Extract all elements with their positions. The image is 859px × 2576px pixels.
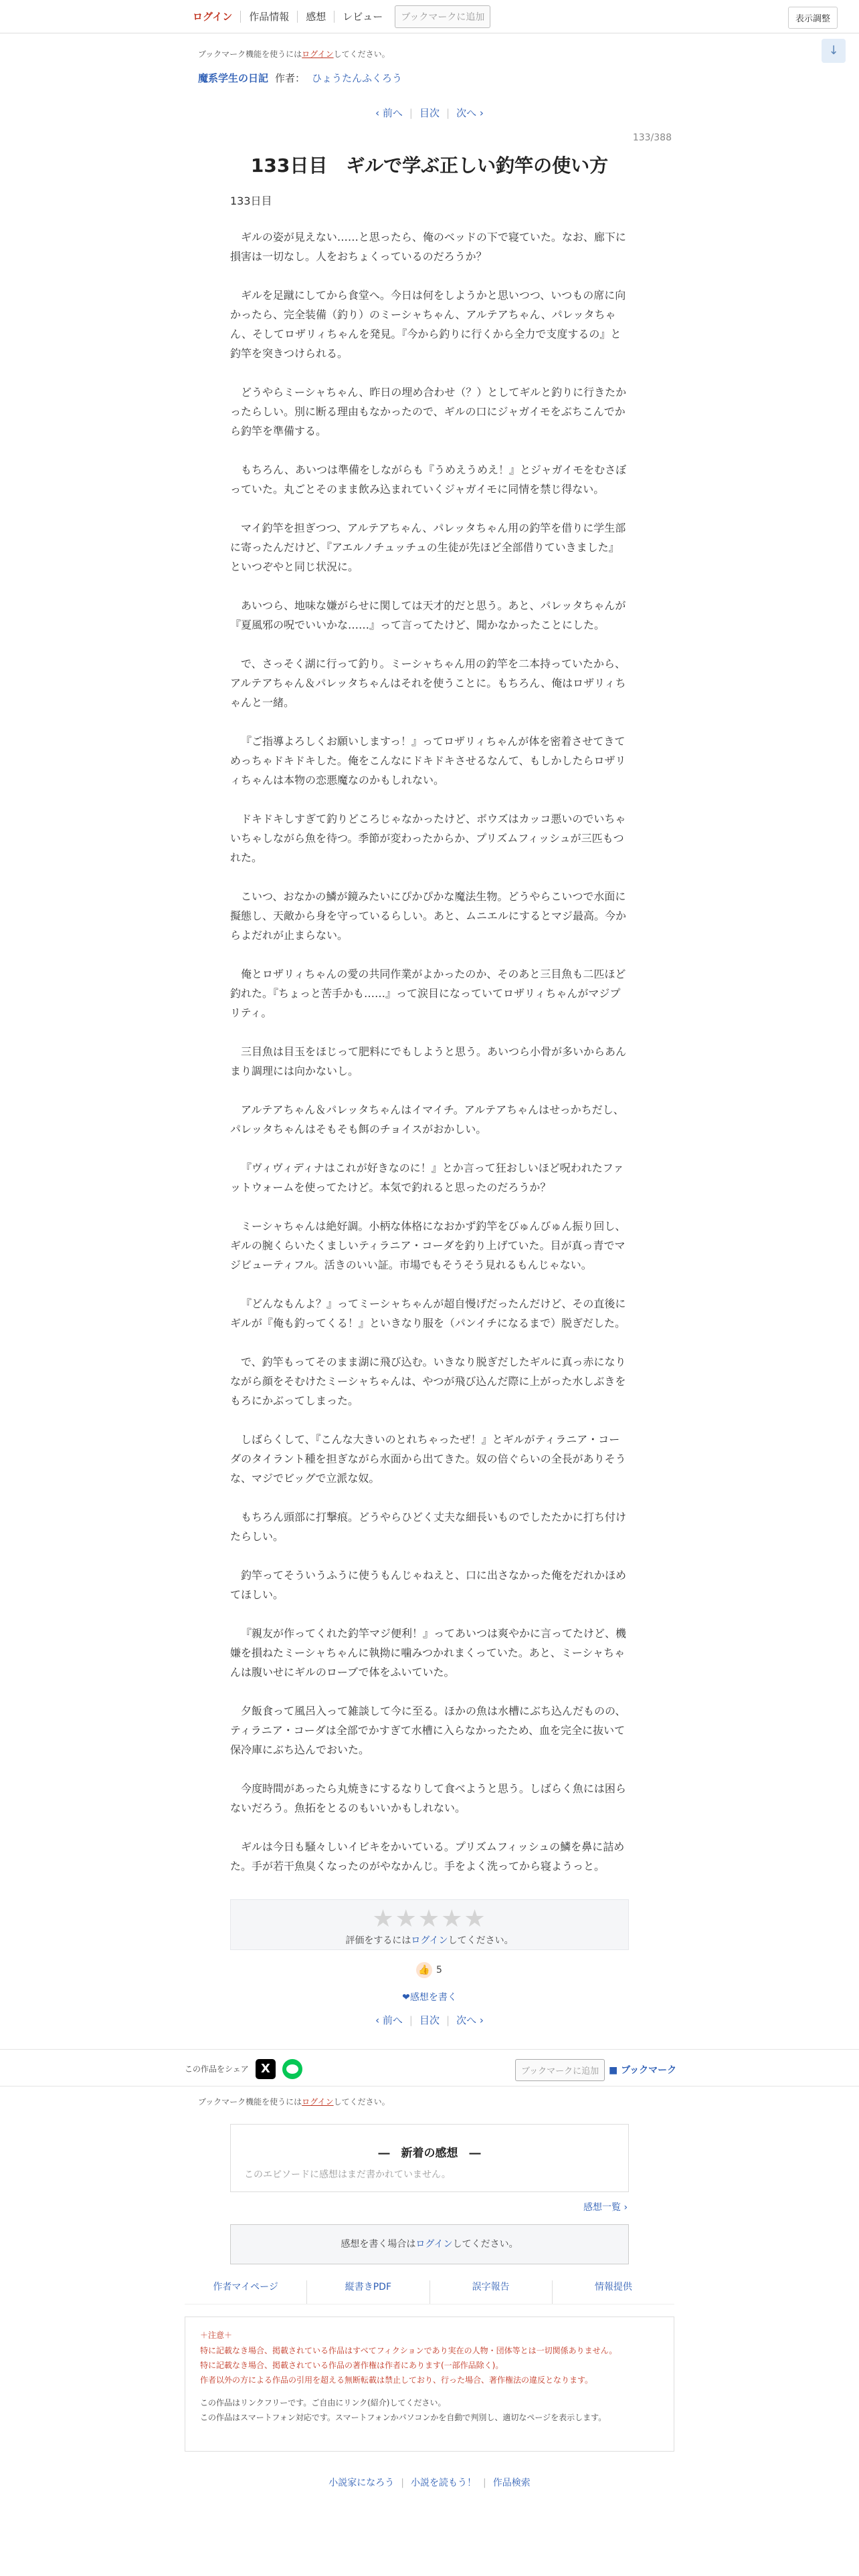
new-reviews-title: ― 新着の感想 ― <box>378 2147 481 2160</box>
line-share-icon[interactable] <box>282 2059 302 2079</box>
episode-subtitle: 133日目 <box>230 195 272 207</box>
bookmark-login-note <box>198 48 390 60</box>
notice-line: 作者以外の方による作品の引用を超える無断転載は禁止しており、行った場合、著作権法の違反となります。 <box>200 2375 593 2385</box>
body-paragraph: 『ご指導よろしくお願いしますっ！』ってロザリィちゃんが体を密着させてきてめっちゃドキドキした。俺をこんなにドキドキさせるなんて、もしかしたらロザリィちゃんは本物の恋悪魔なのかもしれない。 <box>230 735 626 786</box>
body-paragraph: こいつ、おなかの鱗が鏡みたいにぴかぴかな魔法生物。どうやらこいつで水面に擬態し、天敵から身を守っているらしい。あと、ムニエルにするとマジ最高。今からよだれが止まらない。 <box>230 890 627 942</box>
body-paragraph: ギルは今日も騒々しいイビキをかいている。プリズムフィッシュの鱗を鼻に詰めた。手が若干魚臭くなったのがやなかんじ。手をよく洗ってから寝ようっと。 <box>230 1840 625 1872</box>
body-paragraph: 『どんなもんよ？』ってミーシャちゃんが超自慢げだったんだけど、その直後にギルが『俺も釣ってくる！』といきなり服を（パンイチになるまで）脱ぎだした。 <box>230 1297 626 1329</box>
review-list-link[interactable]: 感想一覧 › <box>583 2202 628 2213</box>
write-review-link[interactable]: ❤感想を書く <box>402 1992 457 2003</box>
rating-stars-icon[interactable]: ★★★★★ <box>372 1905 487 1933</box>
rating-login-note <box>231 1933 628 1947</box>
share-label: この作品をシェア <box>185 2064 249 2074</box>
next-episode-link[interactable]: 次へ › <box>456 107 484 119</box>
episode-title: 133日目 ギルで学ぶ正しい釣竿の使い方 <box>250 154 609 177</box>
body-paragraph: アルテアちゃん＆パレッタちゃんはイマイチ。アルテアちゃんはせっかちだし、パレッタちゃんはそもそも餌のチョイスがおかしい。 <box>230 1103 624 1136</box>
episode-count: 133/388 <box>632 132 672 143</box>
author-label: 作者： <box>275 72 306 84</box>
bookmark-note-text: ブックマーク機能を使うには <box>198 2097 302 2107</box>
body-paragraph: あいつら、地味な嫌がらせに関しては天才的だと思う。あと、パレッタちゃんが『夏風邪の呪でいいかな……』って言ってたけど、聞かなかったことにした。 <box>230 599 626 631</box>
rating-panel <box>230 1899 629 1950</box>
body-paragraph: もちろん頭部に打撃痕。どうやらひどく丈夫な細長いものでしたたかに打ち付けたらしい。 <box>230 1511 627 1543</box>
notice-heading: ＋注意＋ <box>200 2331 233 2340</box>
review-login-text: 感想を書く場合は <box>341 2239 416 2250</box>
body-paragraph: 『親友が作ってくれた釣竿マジ便利！』ってあいつは爽やかに言ってたけど、機嫌を損ねたミーシャちゃんに執拗に噛みつかれまくっていた。あと、ミーシャちゃんは腹いせにギルのローブで体をふいていた。 <box>230 1627 627 1679</box>
bookmark-note-text: ブックマーク機能を使うには <box>198 49 302 59</box>
prev-episode-link[interactable]: ‹ 前へ <box>375 107 403 119</box>
pager-top: ‹ 前へ | 目次 | 次へ › <box>375 107 484 119</box>
episode-body <box>230 227 629 1895</box>
body-paragraph: ギルを足蹴にしてから食堂へ。今日は何をしようかと思いつつ、いつもの席に向かったら、完全装備（釣り）のミーシャちゃん、アルテアちゃん、パレッタちゃん、そしてロザリィちゃんを発見。『今から釣りに行くから全力で支度するの』と釣竿を突きつけられる。 <box>230 289 626 360</box>
vertical-pdf-link[interactable]: 縦書きPDF <box>307 2280 430 2304</box>
narou-home-link[interactable]: 小説家になろう <box>328 2478 395 2488</box>
review-login-panel <box>230 2224 629 2264</box>
body-paragraph: 三目魚は目玉をほじって肥料にでもしようと思う。あいつら小骨が多いからあんまり調理には向かないし。 <box>230 1045 627 1077</box>
body-paragraph: で、釣竿もってそのまま湖に飛び込む。いきなり脱ぎだしたギルに真っ赤になりながら顔をそむけたミーシャちゃんは、やつが飛び込んだ際に上がった水しぶきをもろにかぶってしまった。 <box>230 1356 626 1407</box>
bookmark-note-login-link[interactable]: ログイン <box>302 2097 334 2107</box>
review-login-text-after: してください。 <box>452 2239 518 2250</box>
body-paragraph: マイ釣竿を担ぎつつ、アルテアちゃん、パレッタちゃん用の釣竿を借りに学生部に寄ったんだけど、『アエルノチュッチュの生徒が先ほど全部借りていきました』といつぞやと同じ状況に。 <box>230 522 626 573</box>
login-link[interactable]: ログイン <box>185 11 241 23</box>
yomou-link[interactable]: 小説を読もう！ <box>411 2478 476 2488</box>
share-bar <box>0 2049 859 2086</box>
typo-report-link[interactable]: 誤字報告 <box>430 2280 553 2304</box>
prev-episode-link[interactable]: ‹ 前へ <box>375 2014 403 2026</box>
body-paragraph: ギルの姿が見えない……と思ったら、俺のベッドの下で寝ていた。なお、廊下に損害は一切なし。人をおちょくっているのだろうか？ <box>230 231 626 263</box>
site-footer-links: 小説家になろう | 小説を読もう！ | 作品検索 <box>328 2478 531 2488</box>
no-reviews-message: このエピソードに感想はまだ書かれていません。 <box>244 2169 451 2180</box>
next-episode-link[interactable]: 次へ › <box>456 2014 484 2026</box>
body-paragraph: 夕飯食って風呂入って雑談して今に至る。ほかの魚は水槽にぶち込んだものの、ティラニア・コーダは全部でかすぎて水槽に入らなかったため、血を完全に抜いて保冷庫にぶち込んでおいた。 <box>230 1705 626 1756</box>
body-paragraph: もちろん、あいつは準備をしながらも『うめえうめえ！』とジャガイモをむさぼっていた。丸ごとそのまま飲み込まれていくジャガイモに同情を禁じ得ない。 <box>230 463 627 496</box>
work-info-link[interactable]: 作品情報 <box>241 11 298 23</box>
body-paragraph: どうやらミーシャちゃん、昨日の埋め合わせ（？）としてギルと釣りに行きたかったらしい。別に断る理由もなかったので、ギルの口にジャガイモをぶちこんでから釣竿を準備する。 <box>230 386 627 437</box>
add-bookmark-button[interactable]: ブックマークに追加 <box>395 5 490 28</box>
like-button[interactable] <box>416 1962 442 1978</box>
notice-line: この作品はスマートフォン対応です。スマートフォンかパソコンかを自動で判別し、適切なページを表示します。 <box>200 2413 607 2422</box>
rating-note-text: 評価をするには <box>345 1935 411 1946</box>
scroll-down-icon[interactable]: ↓ <box>822 39 846 63</box>
body-paragraph: 『ヴィヴィディナはこれが好きなのに！』とか言って狂おしいほど呪われたファットウォームを使ってたけど。本気で釣れると思ったのだろうか？ <box>230 1162 624 1194</box>
bookmark-note-text-after: してください。 <box>333 49 390 59</box>
notice-line: この作品はリンクフリーです。ご自由にリンク(紹介)してください。 <box>200 2398 446 2407</box>
impressions-link[interactable]: 感想 <box>298 11 335 23</box>
pager-bottom: ‹ 前へ | 目次 | 次へ › <box>375 2014 484 2026</box>
body-paragraph: 釣竿ってそういうふうに使うもんじゃねえと、口に出さなかった俺をだれかほめてほしい。 <box>230 1569 627 1601</box>
body-paragraph: 今度時間があったら丸焼きにするなりして食べようと思う。しばらく魚には困らないだろう。魚拓をとるのもいいかもしれない。 <box>230 1782 626 1814</box>
bookmark-login-note <box>198 2096 390 2107</box>
author-mypage-link[interactable]: 作者マイページ <box>185 2280 307 2304</box>
bookmark-link[interactable]: ■ ブックマーク <box>609 2065 677 2076</box>
work-footer-links <box>185 2280 674 2304</box>
top-nav-links <box>185 0 490 33</box>
body-paragraph: で、さっそく湖に行って釣り。ミーシャちゃん用の釣竿を二本持っていたから、アルテアちゃん＆パレッタちゃんはそれを使うことに。もちろん、俺はロザリィちゃんと一緒。 <box>230 657 626 709</box>
body-paragraph: 俺とロザリィちゃんの愛の共同作業がよかったのか、そのあと三目魚も二匹ほど釣れた。『ちょっと苦手かも……』って涙目になっていてロザリィちゃんがマジプリティ。 <box>230 968 626 1019</box>
rating-login-link[interactable]: ログイン <box>411 1935 448 1946</box>
body-paragraph: ミーシャちゃんは絶好調。小柄な体格になおかず釣竿をびゅんびゅん振り回し、ギルの腕くらいたくましいティラニア・コーダを釣り上げていた。目が真っ青でマジビューティフル。活きのいい証。市場でもそうそう見れるもんじゃない。 <box>230 1220 626 1271</box>
reviews-link[interactable]: レビュー <box>343 11 383 23</box>
author-link[interactable]: ひょうたんふくろう <box>312 72 403 84</box>
review-login-link[interactable]: ログイン <box>415 2239 453 2250</box>
like-count: 5 <box>436 1965 442 1975</box>
new-reviews-panel <box>230 2124 629 2192</box>
body-paragraph: ドキドキしすぎて釣りどころじゃなかったけど、ボウズはカッコ悪いのでいちゃいちゃしながら魚を待つ。季節が変わったからか、プリズムフィッシュが三匹もつれた。 <box>230 813 626 864</box>
series-info <box>198 71 402 85</box>
add-bookmark-button[interactable]: ブックマークに追加 <box>515 2059 605 2081</box>
notice-line: 特に記載なき場合、掲載されている作品の著作権は作者にあります(一部作品除く)。 <box>200 2361 504 2370</box>
bookmark-note-text-after: してください。 <box>333 2097 390 2107</box>
work-search-link[interactable]: 作品検索 <box>492 2478 531 2488</box>
notice-line: 特に記載なき場合、掲載されている作品はすべてフィクションであり実在の人物・団体等とは一切関係ありません。 <box>200 2346 617 2355</box>
body-paragraph: しばらくして、『こんな大きいのとれちゃったぜ！』とギルがティラニア・コーダのタイラント種を担ぎながら水面から出てきた。奴の倍ぐらいの全長がありそうな、マジでビッグで立派な奴。 <box>230 1433 626 1485</box>
info-report-link[interactable]: 情報提供 <box>594 2282 632 2292</box>
top-nav-bar <box>0 0 859 33</box>
thumbs-up-icon: 👍 <box>416 1962 432 1978</box>
toc-link[interactable]: 目次 <box>419 107 440 119</box>
bookmark-note-login-link[interactable]: ログイン <box>302 49 334 59</box>
notice-box <box>185 2317 674 2452</box>
display-settings-button[interactable]: 表示調整 <box>788 7 838 29</box>
toc-link[interactable]: 目次 <box>419 2014 440 2026</box>
x-share-icon[interactable]: X <box>256 2059 276 2079</box>
rating-note-text-after: してください。 <box>448 1935 514 1946</box>
series-title-link[interactable]: 魔系学生の日記 <box>198 72 269 84</box>
